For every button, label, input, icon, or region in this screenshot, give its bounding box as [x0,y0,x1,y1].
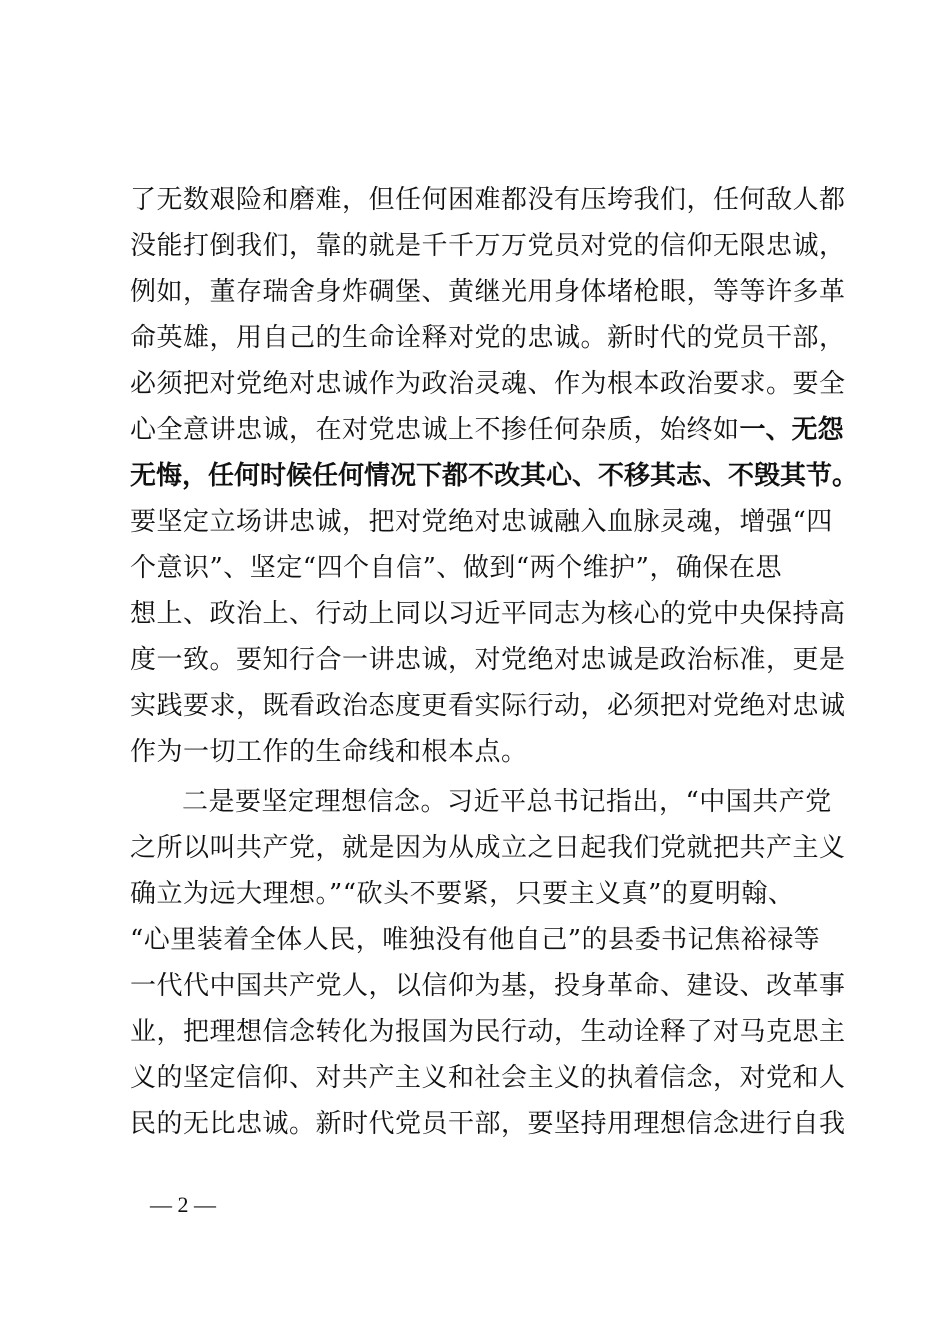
body-line-19: 业，把理想信念转化为报国为民行动，生动诠释了对马克思主 [130,1017,846,1047]
body-line-12: 实践要求，既看政治态度更看实际行动，必须把对党绝对忠诚 [130,691,846,721]
page-number: — 2 — [150,1192,216,1217]
body-line-16: 确立为远大理想。”“砍头不要紧，只要主义真”的夏明翰、 [130,879,795,909]
body-line-7: 无悔，任何时候任何情况下都不改其心、不移其志、不毁其节。 [130,461,859,491]
body-line-15: 之所以叫共产党，就是因为从成立之日起我们党就把共产主义 [130,833,846,863]
body-line-17: “心里装着全体人民，唯独没有他自己”的县委书记焦裕禄等 [130,925,821,955]
body-line-21: 民的无比忠诚。新时代党员干部，要坚持用理想信念进行自我 [130,1109,846,1139]
body-line-1: 了无数艰险和磨难，但任何困难都没有压垮我们，任何敌人都 [130,185,846,215]
body-line-18: 一代代中国共产党人，以信仰为基，投身革命、建设、改革事 [130,971,846,1001]
body-line-14: 二是要坚定理想信念。习近平总书记指出，“中国共产党 [182,787,832,817]
body-line-2: 没能打倒我们，靠的就是千千万万党员对党的信仰无限忠诚， [130,231,846,261]
body-line-3: 例如，董存瑞舍身炸碉堡、黄继光用身体堵枪眼，等等许多革 [130,277,846,307]
body-line-6-regular: 心全意讲忠诚，在对党忠诚上不掺任何杂质，始终如 [130,415,740,445]
body-line-4: 命英雄，用自己的生命诠释对党的忠诚。新时代的党员干部， [130,323,846,353]
body-line-5: 必须把对党绝对忠诚作为政治灵魂、作为根本政治要求。要全 [130,369,846,399]
body-line-20: 义的坚定信仰、对共产主义和社会主义的执着信念，对党和人 [130,1063,846,1093]
body-line-9: 个意识”、坚定“四个自信”、做到“两个维护”，确保在思 [130,553,782,583]
body-line-8: 要坚定立场讲忠诚，把对党绝对忠诚融入血脉灵魂，增强“四 [130,507,833,537]
body-line-11: 度一致。要知行合一讲忠诚，对党绝对忠诚是政治标准，更是 [130,645,846,675]
body-line-6 [130,410,850,450]
body-line-13: 作为一切工作的生命线和根本点。 [130,737,528,767]
body-line-10: 想上、政治上、行动上同以习近平同志为核心的党中央保持高 [130,599,846,629]
body-line-6-bold: 一、无怨 [739,415,844,445]
